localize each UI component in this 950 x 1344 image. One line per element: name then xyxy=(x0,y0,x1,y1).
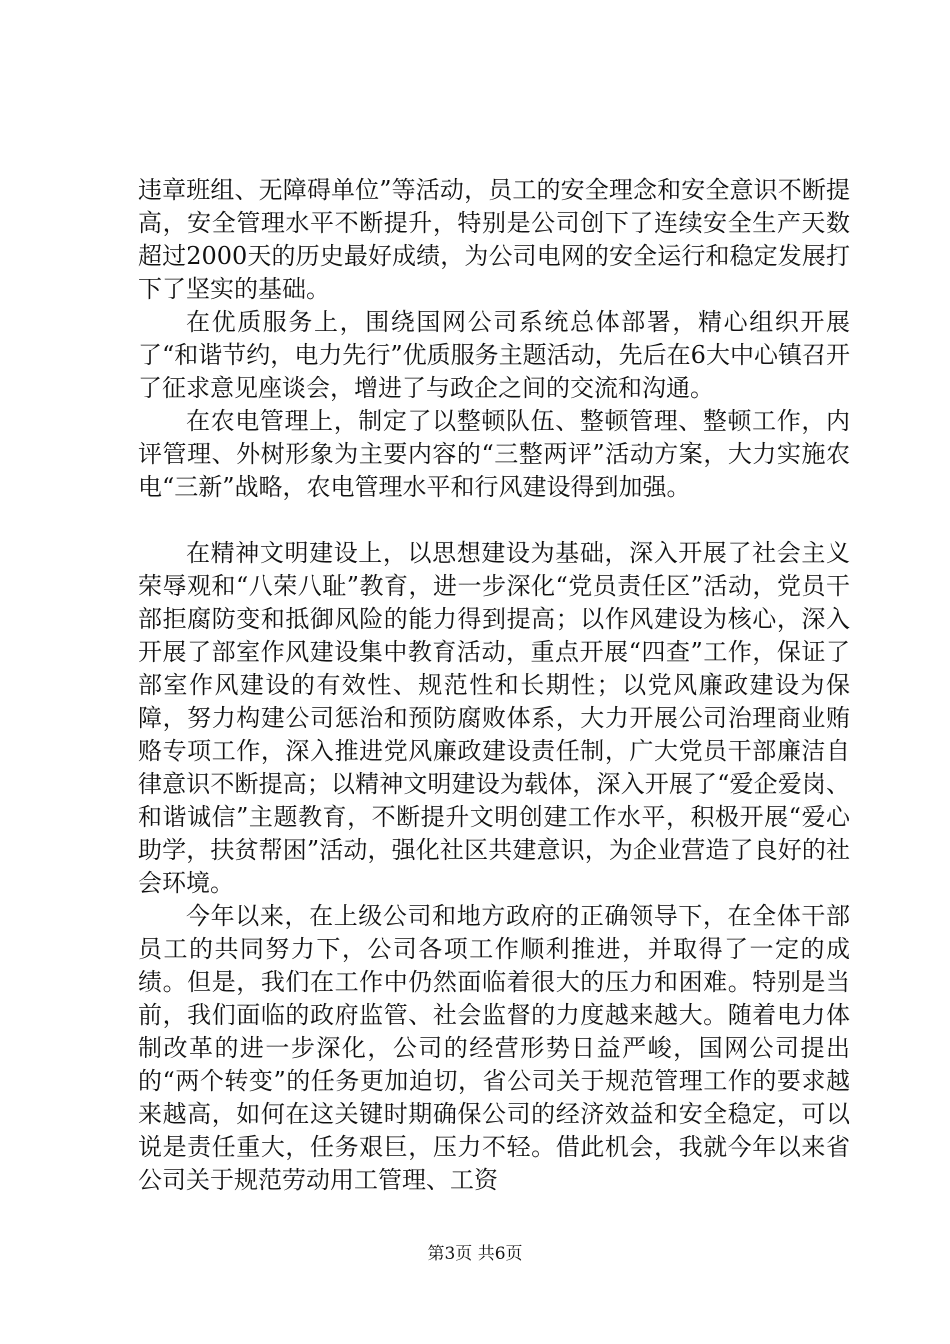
document-body xyxy=(138,174,850,1197)
paragraph-quality-service: 在优质服务上，围绕国网公司系统总体部署，精心组织开展了“和谐节约，电力先行”优质服务主题活动，先后在6大中心镇召开了征求意见座谈会，增进了与政企之间的交流和沟通。 xyxy=(138,308,850,402)
paragraph-challenges: 今年以来，在上级公司和地方政府的正确领导下，在全体干部员工的共同努力下，公司各项工作顺利推进，并取得了一定的成绩。但是，我们在工作中仍然面临着很大的压力和困难。特别是当前，我们面临的政府监管、社会监督的力度越来越大。随着电力体制改革的进一步深化，公司的经营形势日益严峻，国网公司提出的“两个转变”的任务更加迫切，省公司关于规范管理工作的要求越来越高，如何在这关键时期确保公司的经济效益和安全稳定，可以说是责任重大，任务艰巨，压力不轻。借此机会，我就今年以来省公司关于规范劳动用工管理、工资 xyxy=(138,902,850,1194)
paragraph-spiritual-civilization: 在精神文明建设上，以思想建设为基础，深入开展了社会主义荣辱观和“八荣八耻”教育，进一步深化“党员责任区”活动，党员干部拒腐防变和抵御风险的能力得到提高；以作风建设为核心，深入开展了部室作风建设集中教育活动，重点开展“四查”工作，保证了部室作风建设的有效性、规范性和长期性；以党风廉政建设为保障，努力构建公司惩治和预防腐败体系，大力开展公司治理商业贿赂专项工作，深入推进党风廉政建设责任制，广大党员干部廉洁自律意识不断提高；以精神文明建设为载体，深入开展了“爱企爱岗、和谐诚信”主题教育，不断提升文明创建工作水平，积极开展“爱心助学，扶贫帮困”活动，强化社区共建意识，为企业营造了良好的社会环境。 xyxy=(138,539,850,897)
page-footer: 第3页 共6页 xyxy=(427,1244,523,1264)
paragraph-safety-continued: 违章班组、无障碍单位”等活动，员工的安全理念和安全意识不断提高，安全管理水平不断提升，特别是公司创下了连续安全生产天数超过2000天的历史最好成绩，为公司电网的安全运行和稳定发展打下了坚实的基础。 xyxy=(138,176,850,303)
paragraph-spacer xyxy=(138,504,850,537)
paragraph-rural-power: 在农电管理上，制定了以整顿队伍、整顿管理、整顿工作，内评管理、外树形象为主要内容的“三整两评”活动方案，大力实施农电“三新”战略，农电管理水平和行风建设得到加强。 xyxy=(138,407,850,501)
